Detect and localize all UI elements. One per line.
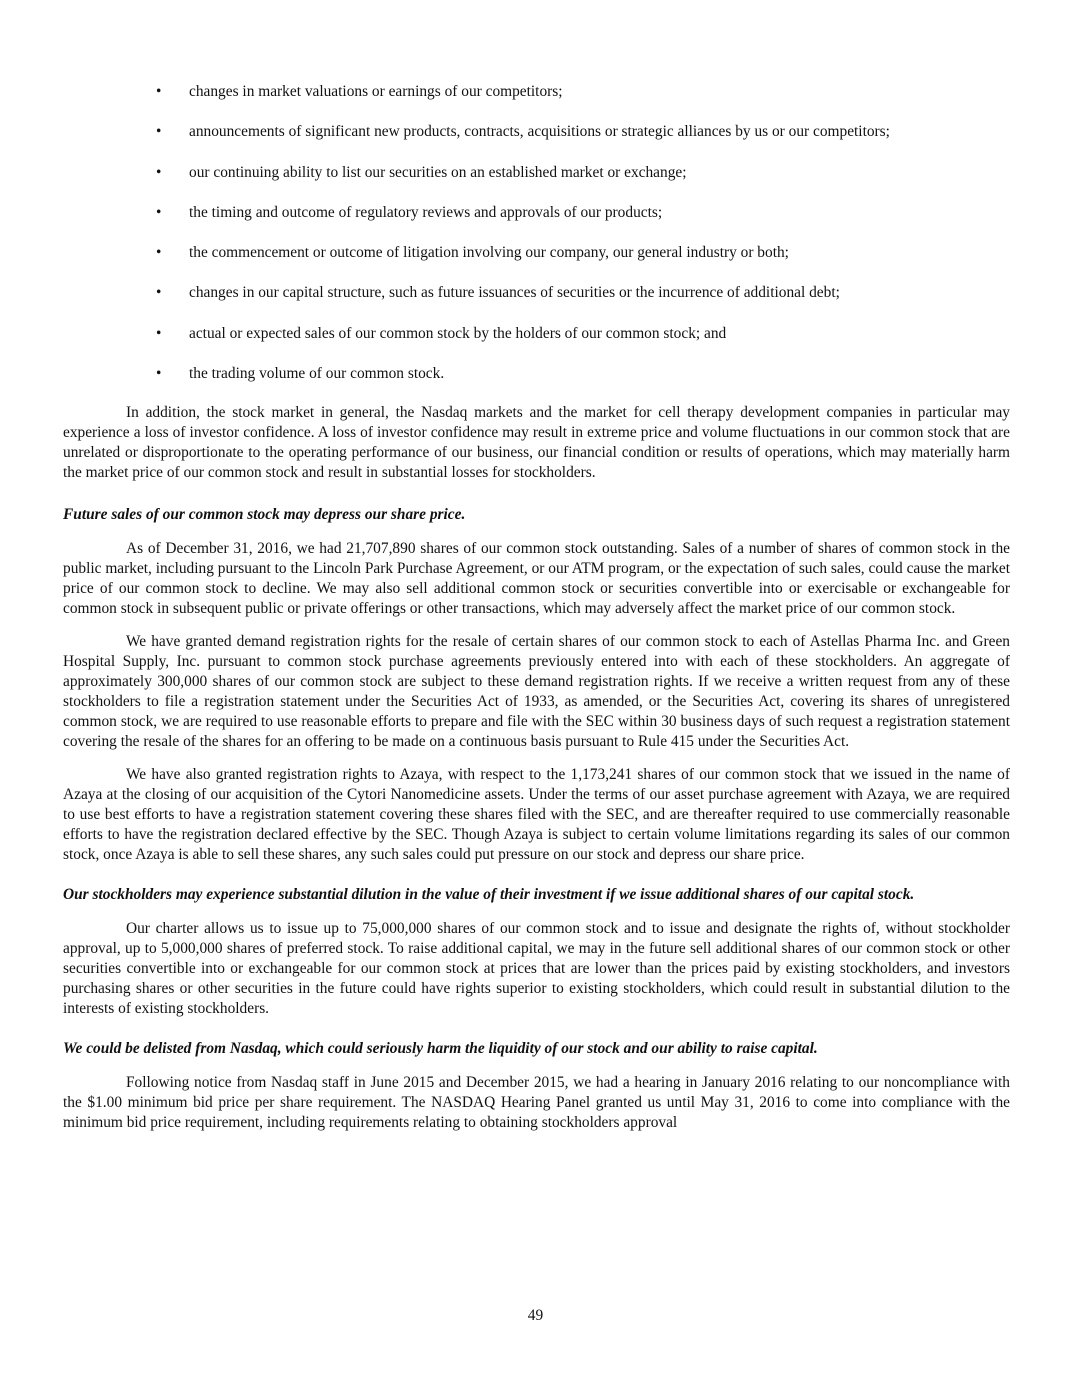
bullet-icon: • — [156, 365, 162, 383]
intro-paragraph: In addition, the stock market in general, the Nasdaq markets and the market for cell therapy development companies in particular may experience a loss of investor confidence. A loss of investor confidence may result in extreme price and volume fluctuations in our common stock that are unrelated or disproportionate to the operating performance of our business, our financial condition or results of operations, which may materially harm the market price of our common stock and result in substantial losses for stockholders. — [63, 404, 1010, 482]
section-heading-dilution: Our stockholders may experience substantial dilution in the value of their investment if we issue additional shares of our capital stock. — [63, 886, 915, 904]
page-number: 49 — [527, 1307, 544, 1324]
body-paragraph: We have granted demand registration rights for the resale of certain shares of our common stock to each of Astellas Pharma Inc. and Green Hospital Supply, Inc. pursuant to common stock purchase agreements previously entered into with each of these stockholders. An aggregate of approximately 300,000 shares of our common stock are subject to these demand registration rights. If we receive a written request from any of these stockholders to file a registration statement under the Securities Act of 1933, as amended, or the Securities Act, covering its shares of unregistered common stock, we are required to use reasonable efforts to prepare and file with the SEC within 30 business days of such request a registration statement covering the resale of the shares for an offering to be made on a continuous basis pursuant to Rule 415 under the Securities Act. — [63, 633, 1010, 751]
body-paragraph: Following notice from Nasdaq staff in June 2015 and December 2015, we had a hearing in January 2016 relating to our noncompliance with the $1.00 minimum bid price per share requirement. The NASDAQ Hearing Panel granted us until May 31, 2016 to come into compliance with the minimum bid price requirement, including requirements relating to obtaining stockholders approval — [63, 1074, 1010, 1132]
bullet-item — [63, 122, 1010, 142]
bullet-icon: • — [156, 324, 162, 342]
bullet-text: changes in our capital structure, such as future issuances of securities or the incurrence of additional debt; — [189, 284, 840, 302]
bullet-item — [63, 243, 1010, 263]
bullet-icon: • — [156, 284, 162, 302]
bullet-text: changes in market valuations or earnings of our competitors; — [189, 83, 563, 100]
bullet-text: the commencement or outcome of litigation involving our company, our general industry or both; — [189, 244, 789, 262]
bullet-item — [63, 364, 1010, 384]
bullet-item — [63, 324, 1010, 344]
bullet-icon: • — [156, 123, 162, 141]
bullet-item — [63, 203, 1010, 223]
bullet-icon: • — [156, 244, 162, 262]
risk-factor-bullet-list — [63, 82, 1010, 384]
bullet-item — [63, 163, 1010, 183]
bullet-text: announcements of significant new products, contracts, acquisitions or strategic alliances by us or our competitors; — [189, 123, 890, 141]
bullet-icon: • — [156, 83, 162, 100]
bullet-text: the trading volume of our common stock. — [189, 365, 445, 383]
bullet-icon: • — [156, 203, 162, 221]
bullet-text: the timing and outcome of regulatory reviews and approvals of our products; — [189, 203, 663, 221]
bullet-item — [63, 82, 1010, 102]
section-heading-future-sales: Future sales of our common stock may depress our share price. — [63, 506, 466, 524]
bullet-item — [63, 283, 1010, 303]
body-paragraph: Our charter allows us to issue up to 75,000,000 shares of our common stock and to issue and designate the rights of, without stockholder approval, up to 5,000,000 shares of preferred stock. To raise additional capital, we may in the future sell additional shares of our common stock or other securities convertible into or exchangeable for our common stock at prices that are lower than the prices paid by existing stockholders, and investors purchasing shares or other securities in the future could have rights superior to existing stockholders, which could result in substantial dilution to the interests of existing stockholders. — [63, 920, 1010, 1018]
bullet-text: actual or expected sales of our common stock by the holders of our common stock; and — [189, 324, 727, 342]
bullet-text: our continuing ability to list our securities on an established market or exchange; — [189, 163, 687, 181]
bullet-icon: • — [156, 163, 162, 181]
body-paragraph: We have also granted registration rights to Azaya, with respect to the 1,173,241 shares of our common stock that we issued in the name of Azaya at the closing of our acquisition of the Cytori Nanomedicine assets. Under the terms of our asset purchase agreement with Azaya, we are required to use best efforts to have a registration statement covering these shares filed with the SEC, and are thereafter required to use commercially reasonable efforts to have the registration declared effective by the SEC. Though Azaya is subject to certain volume limitations regarding its sales of our common stock, once Azaya is able to sell these shares, any such sales could put pressure on our stock and depress our share price. — [63, 766, 1010, 864]
section-heading-delisting: We could be delisted from Nasdaq, which could seriously harm the liquidity of our stock and our ability to raise capital. — [63, 1040, 818, 1058]
document-page — [63, 82, 1010, 1133]
body-paragraph: As of December 31, 2016, we had 21,707,890 shares of our common stock outstanding. Sales of a number of shares of common stock in the public market, including pursuant to the Lincoln Park Purchase Agreement, or our ATM program, or the expectation of such sales, could cause the market price of our common stock to decline. We may also sell additional common stock or securities convertible into or exercisable or exchangeable for common stock in subsequent public or private offerings or other transactions, which may adversely affect the market price of our common stock. — [63, 540, 1010, 618]
